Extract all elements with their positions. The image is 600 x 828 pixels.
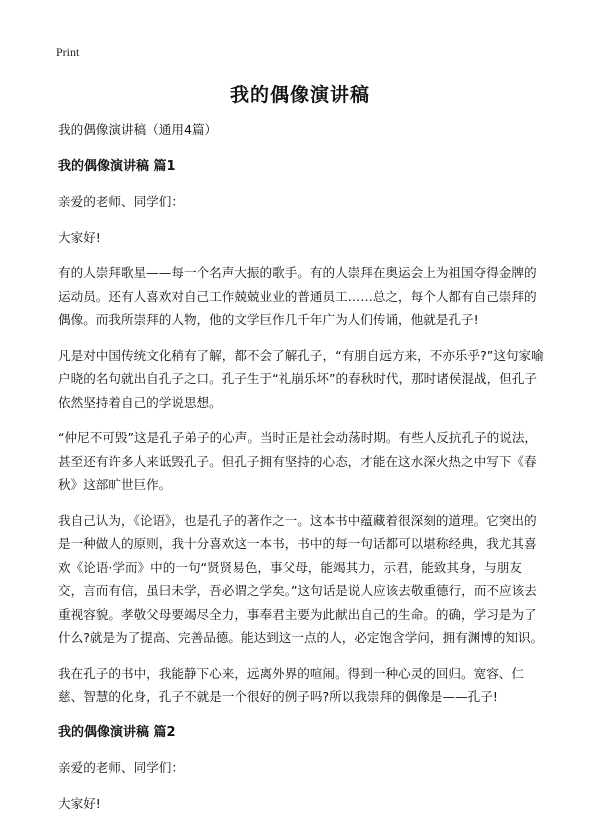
greeting-1: 亲爱的老师、同学们：	[58, 194, 184, 209]
print-label[interactable]: Print	[56, 45, 80, 59]
paragraph-2: 凡是对中国传统文化稍有了解，都不会了解孔子，“有朋自远方来，不亦乐乎?”这句家喻户晓的名句就出自孔子之口。孔子生于“礼崩乐坏”的春秋时代，那时诸侯混战，但孔子依然坚持着自己的学说思想。	[58, 347, 544, 410]
document-body	[58, 118, 544, 827]
paragraph-5: 我在孔子的书中，我能静下心来，远离外界的喧闹。得到一种心灵的回归。宽容、仁慈、智慧的化身，孔子不就是一个很好的例子吗?所以我崇拜的偶像是——孔子!	[58, 665, 524, 704]
hello-1: 大家好!	[58, 229, 101, 245]
document-subtitle: 我的偶像演讲稿（通用4篇）	[58, 122, 218, 137]
paragraph-3: “仲尼不可毁”这是孔子弟子的心声。当时正是社会动荡时期。有些人反抗孔子的说法，甚至还有许多人来诋毁孔子。但孔子拥有坚持的心态，才能在这水深火热之中写下《春秋》这部旷世巨作。	[58, 430, 538, 492]
paragraph-4: 我自己认为，《论语》，也是孔子的著作之一。这本书中蕴藏着很深刻的道理。它突出的是一种做人的原则，我十分喜欢这一本书，书中的每一句话都可以堪称经典，我尤其喜欢《论语·学而》中的一句“贤贤易色，事父母，能竭其力，示君，能致其身，与朋友交，言而有信，虽曰未学，吾必谓之学矣。”这句话是说人应该去敬重德行，而不应该去重视容貌。孝敬父母要竭尽全力，事奉君主要为此献出自己的生命。的确，学习是为了什么?就是为了提高、完善品德。能达到这一点的人，必定饱含学问，拥有渊博的知识。	[58, 512, 544, 645]
section-heading-1: 我的偶像演讲稿 篇1	[58, 158, 176, 174]
greeting-2: 亲爱的老师、同学们：	[58, 760, 184, 775]
section-heading-2: 我的偶像演讲稿 篇2	[58, 724, 176, 740]
paragraph-1: 有的人崇拜歌星——每一个名声大振的歌手。有的人崇拜在奥运会上为祖国夺得金牌的运动员。还有人喜欢对自己工作兢兢业业的普通员工……总之，每个人都有自己崇拜的偶像。而我所崇拜的人物，他的文学巨作几千年广为人们传诵，他就是孔子!	[58, 265, 537, 327]
page-title: 我的偶像演讲稿	[229, 84, 370, 106]
hello-2: 大家好!	[58, 795, 101, 811]
